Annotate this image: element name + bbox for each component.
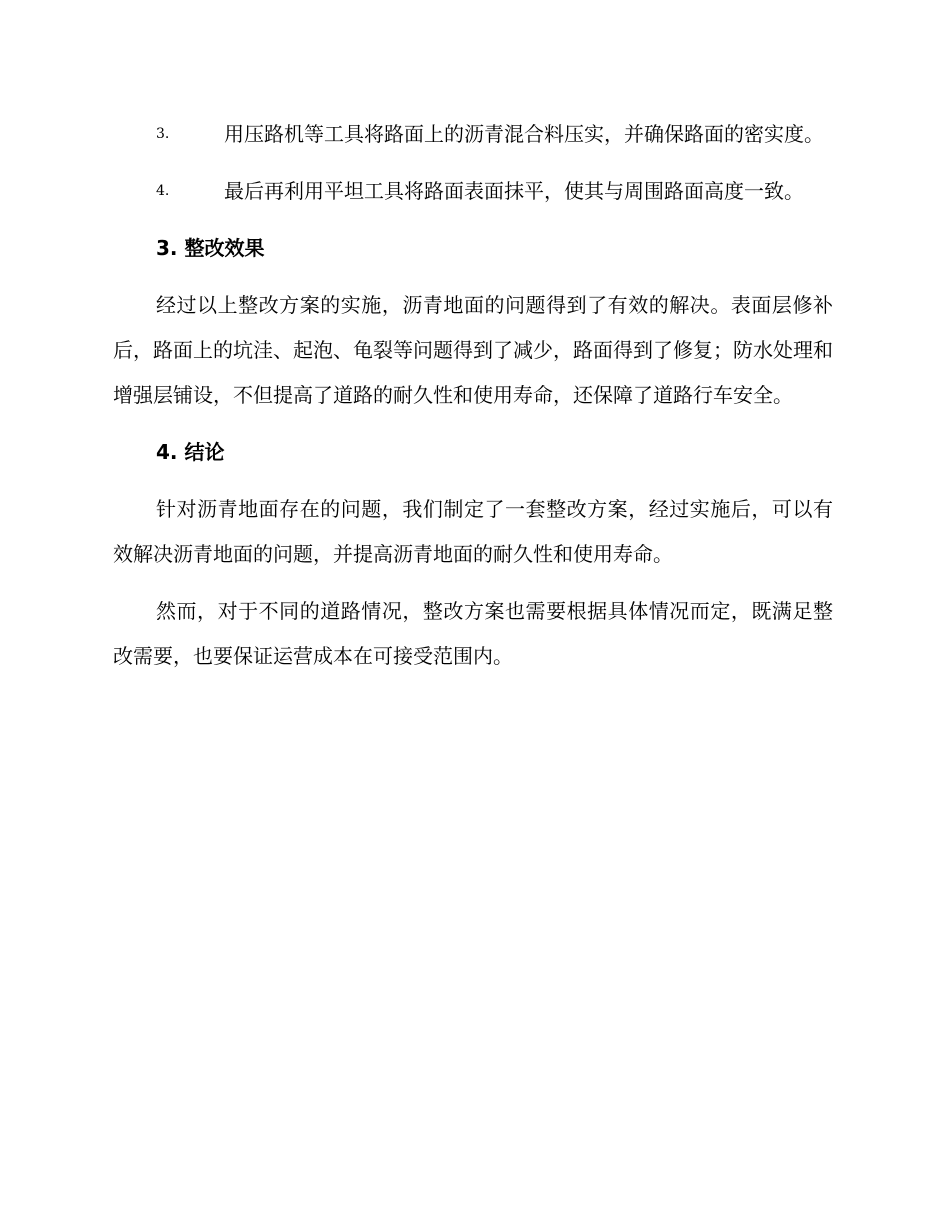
list-item [113, 112, 833, 157]
list-item-text: 最后再利用平坦工具将路面表面抹平，使其与周围路面高度一致。 [224, 179, 804, 203]
list-item-number: 3. [156, 126, 170, 142]
paragraph-rectification-effect: 经过以上整改方案的实施，沥青地面的问题得到了有效的解决。表面层修补后，路面上的坑洼、起泡、龟裂等问题得到了减少，路面得到了修复；防水处理和增强层铺设，不但提高了道路的耐久性和使用寿命，还保障了道路行车安全。 [113, 293, 833, 407]
list-item-number: 4. [156, 183, 170, 199]
list-item-text: 用压路机等工具将路面上的沥青混合料压实，并确保路面的密实度。 [224, 122, 824, 146]
list-item [113, 169, 833, 214]
section-heading-rectification-effect: 3. 整改效果 [156, 236, 265, 260]
paragraph-conclusion-2: 然而，对于不同的道路情况，整改方案也需要根据具体情况而定，既满足整改需要，也要保证运营成本在可接受范围内。 [113, 599, 833, 668]
section-heading-conclusion: 4. 结论 [156, 440, 225, 464]
paragraph-conclusion-1: 针对沥青地面存在的问题，我们制定了一套整改方案，经过实施后，可以有效解决沥青地面的问题，并提高沥青地面的耐久性和使用寿命。 [113, 497, 833, 566]
document-body [113, 112, 833, 691]
